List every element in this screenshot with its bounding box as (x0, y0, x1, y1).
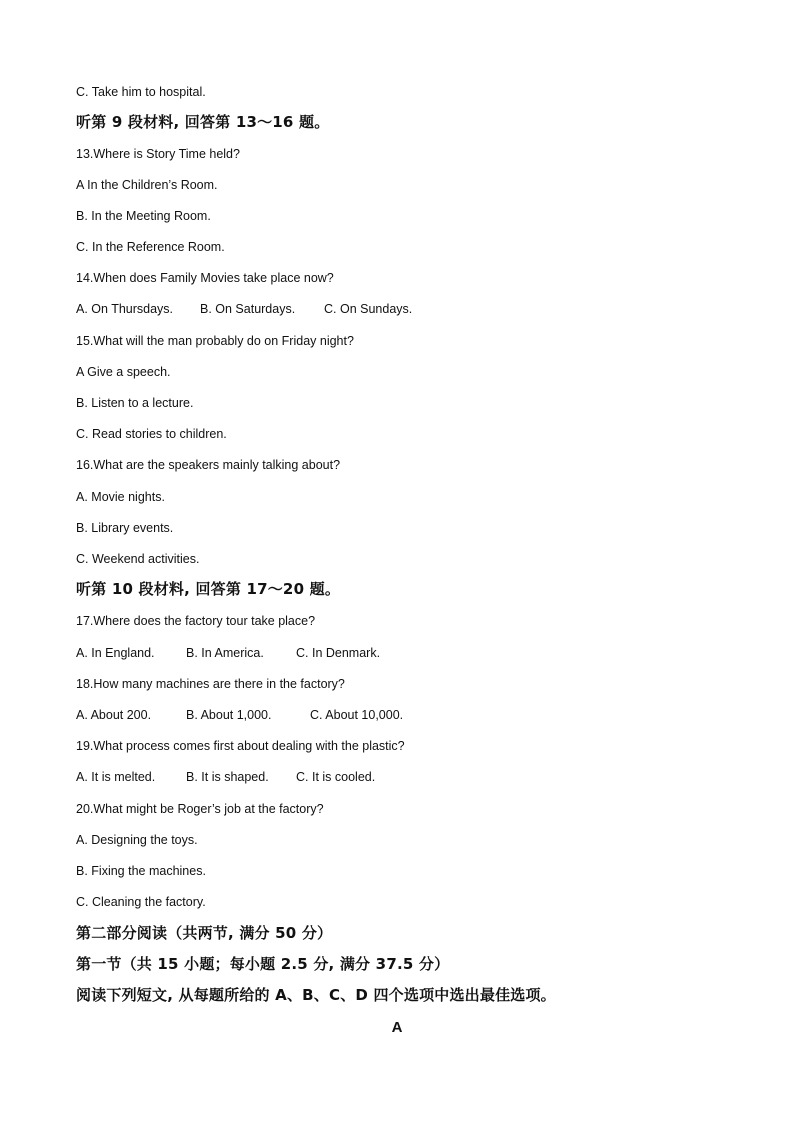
part-heading: 第二部分阅读（共两节, 满分 50 分） (76, 924, 333, 942)
instructions: 阅读下列短文, 从每题所给的 A、B、C、D 四个选项中选出最佳选项。 (76, 986, 556, 1004)
passage-label: A (391, 1019, 403, 1036)
answer-option: B. About 1,000. (186, 708, 272, 722)
answer-option: C. About 10,000. (310, 708, 404, 722)
answer-option: B. In the Meeting Room. (76, 209, 211, 223)
question-17: 17.Where does the factory tour take place? (76, 614, 316, 628)
answer-option: B. Listen to a lecture. (76, 396, 194, 410)
answer-option: A. It is melted. (76, 770, 156, 784)
answer-option: A. Movie nights. (76, 490, 165, 504)
answer-option: A. About 200. (76, 708, 152, 722)
question-13: 13.Where is Story Time held? (76, 147, 240, 161)
question-15: 15.What will the man probably do on Friday night? (76, 334, 354, 348)
answer-option: C. Weekend activities. (76, 552, 200, 566)
answer-option: B. Library events. (76, 521, 174, 535)
options-row (76, 301, 412, 317)
answer-option: A. Designing the toys. (76, 833, 198, 847)
question-14: 14.When does Family Movies take place now? (76, 271, 334, 285)
question-19: 19.What process comes first about dealing with the plastic? (76, 739, 405, 753)
question-16: 16.What are the speakers mainly talking about? (76, 458, 341, 472)
answer-option: B. In America. (186, 646, 264, 660)
answer-option: A Give a speech. (76, 365, 171, 379)
answer-option: C. In the Reference Room. (76, 240, 225, 254)
options-row (76, 707, 403, 723)
answer-option: C. It is cooled. (296, 770, 376, 784)
answer-option: C. On Sundays. (324, 302, 413, 316)
answer-option: A. On Thursdays. (76, 302, 174, 316)
section-heading: 第一节（共 15 小题；每小题 2.5 分, 满分 37.5 分） (76, 955, 450, 973)
options-row (76, 769, 375, 785)
question-20: 20.What might be Roger’s job at the factory? (76, 802, 324, 816)
question-18: 18.How many machines are there in the factory? (76, 677, 345, 691)
answer-option: C. Take him to hospital. (76, 85, 206, 99)
answer-option: C. In Denmark. (296, 646, 381, 660)
answer-option: B. On Saturdays. (200, 302, 296, 316)
section-heading: 听第 10 段材料, 回答第 17～20 题。 (76, 580, 341, 598)
answer-option: A In the Children’s Room. (76, 178, 218, 192)
answer-option: C. Read stories to children. (76, 427, 227, 441)
options-row (76, 645, 380, 661)
answer-option: C. Cleaning the factory. (76, 895, 206, 909)
answer-option: B. It is shaped. (186, 770, 269, 784)
section-heading: 听第 9 段材料, 回答第 13～16 题。 (76, 113, 330, 131)
answer-option: B. Fixing the machines. (76, 864, 206, 878)
answer-option: A. In England. (76, 646, 155, 660)
